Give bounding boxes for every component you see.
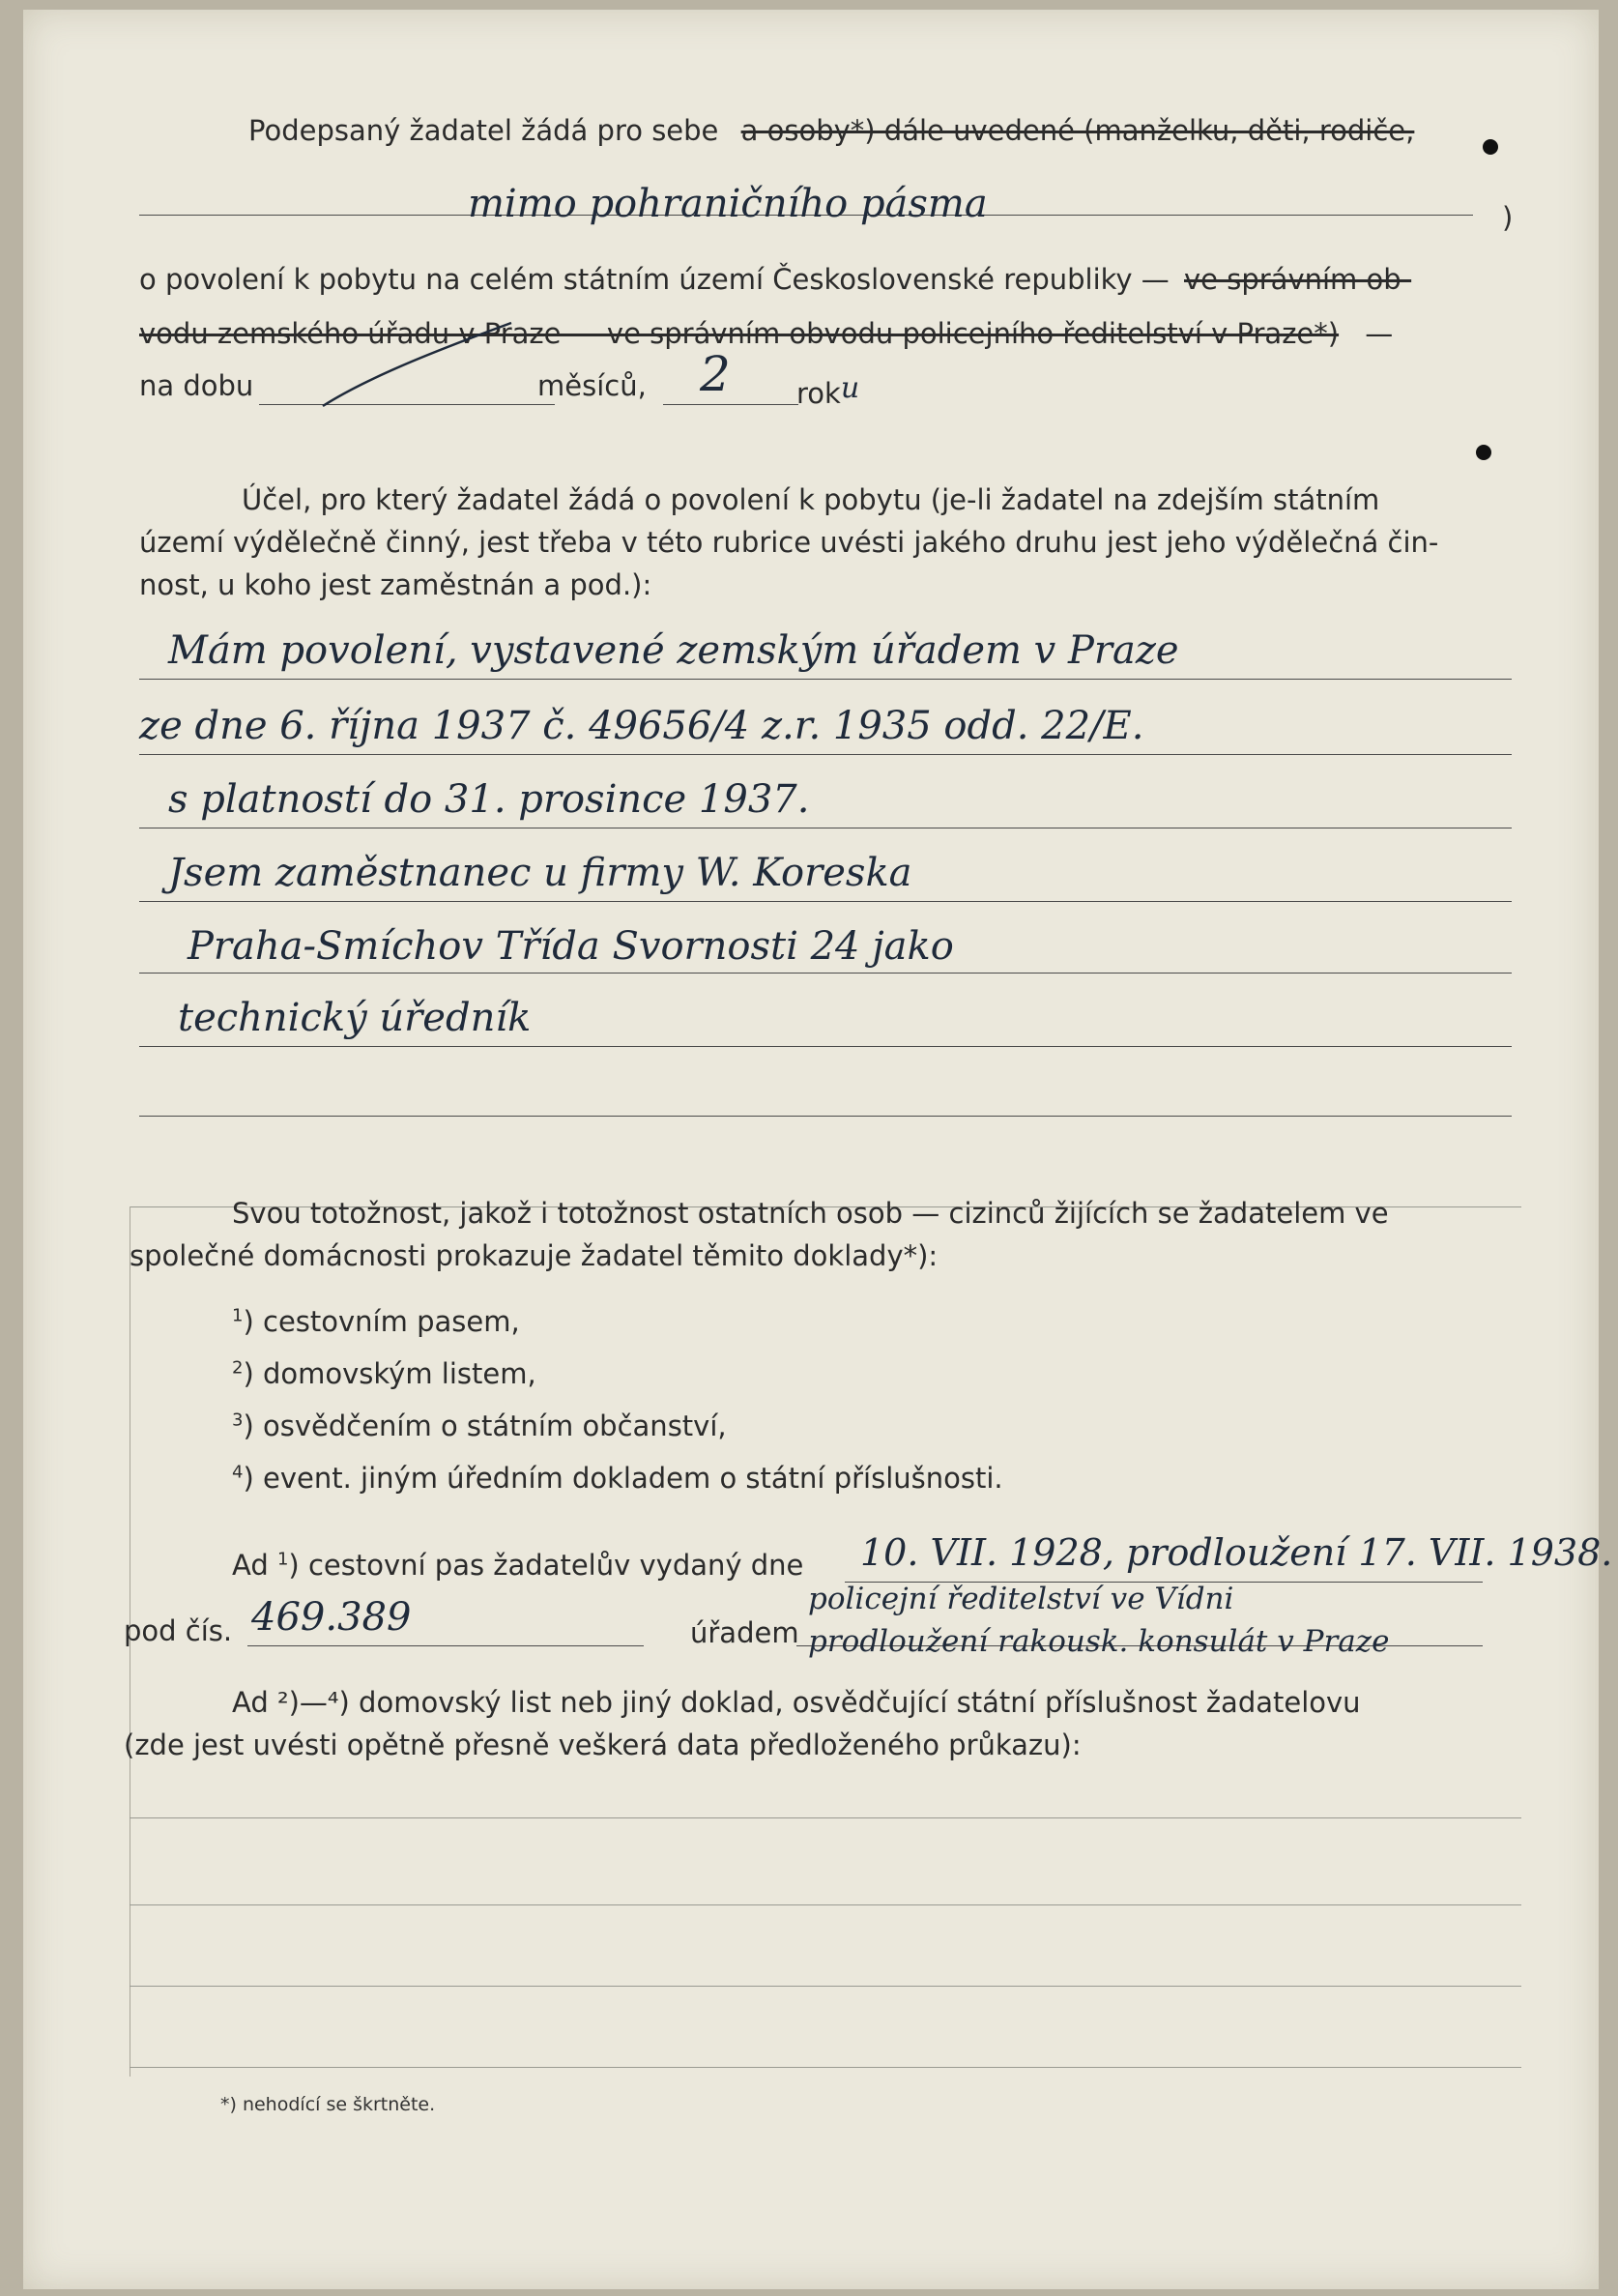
intro-struck-text: a osoby*) dále uvedené (manželku, děti, rodiče, [740,114,1415,147]
blank-rule-1 [130,1817,1521,1818]
handwritten-passport-no: 469.389 [251,1595,412,1640]
handwritten-purpose-4: Jsem zaměstnanec u firmy W. Koreska [168,851,912,895]
doc-text-1: cestovním pasem, [263,1305,520,1338]
ink-dot-2 [1476,445,1491,460]
ad1-text: cestovní pas žadatelův vydaný dne [307,1549,804,1582]
doc-text-3: osvědčením o státním občanství, [263,1410,727,1442]
permit-text: o povolení k pobytu na celém státním území Československé republiky — [139,263,1170,296]
ad24-line-2: (zde jest uvésti opětně přesně veškerá data předloženého průkazu): [124,1729,1082,1761]
ad1-line: Ad $^1$) cestovní pas žadatelův vydaný dne [232,1549,804,1582]
ink-dot [1483,139,1498,155]
purpose-line-3: nost, u koho jest zaměstnán a pod.): [139,568,652,601]
purpose-rule-5 [139,973,1512,974]
doc-item-4: $^4$) event. jiným úředním dokladem o státní příslušnosti. [232,1462,1003,1495]
ad24-line-1: Ad ²)—⁴) domovský list neb jiný doklad, osvědčující státní příslušnost žadatelovu [232,1686,1361,1719]
ad1-prefix: Ad [232,1549,269,1582]
handwritten-purpose-5: Praha-Smíchov Třída Svornosti 24 jako [188,924,954,969]
doc-num-4: 4 [232,1462,244,1483]
handwritten-zone: mimo pohraničního pásma [468,182,988,226]
purpose-line-1: Účel, pro který žadatel žádá o povolení k pobytu (je-li žadatel na zdejším státním [242,483,1380,516]
cancel-stroke [313,317,516,414]
permit-line [139,263,1411,296]
identity-line-2: společné domácnosti prokazuje žadatel těmito doklady*): [130,1239,939,1272]
doc-num-2: 2 [232,1357,244,1379]
passno-rule [247,1645,644,1646]
doc-text-2: domovským listem, [263,1357,536,1390]
purpose-rule-1 [139,679,1512,680]
years-rule [663,404,798,405]
identity-line-1: Svou totožnost, jakož i totožnost ostatních osob — cizinců žijících se žadatelem ve [232,1197,1389,1230]
duration-label: na dobu [139,369,254,402]
application-form-page [23,10,1613,2289]
doc-item-3: $^3$) osvědčením o státním občanství, [232,1410,727,1442]
handwritten-office-1: policejní ředitelství ve Vídni [808,1582,1234,1616]
permit-dash: — [1365,317,1394,350]
office-label: úřadem [690,1616,799,1649]
doc-text-4: event. jiným úředním dokladem o státní příslušnosti. [263,1462,1003,1495]
doc-num-3: 3 [232,1410,244,1431]
handwritten-purpose-6: technický úředník [178,996,532,1040]
purpose-rule-2 [139,754,1512,755]
handwritten-passport-date: 10. VII. 1928, prodloužení 17. VII. 1938. [860,1531,1613,1574]
handwritten-years-suffix: u [840,371,860,405]
handwritten-years: 2 [700,346,731,402]
permit-struck-2: vodu zemského úřadu v Praze — ve správním obvodu policejního ředitelství v Praze*) [139,317,1340,350]
purpose-line-2: území výdělečně činný, jest třeba v této rubrice uvésti jakého druhu jest jeho výdělečná čin- [139,526,1439,559]
handwritten-purpose-2: ze dne 6. října 1937 č. 49656/4 z.r. 1935 odd. 22/E. [139,704,1144,748]
ad1-num: 1 [276,1549,289,1570]
months-label: měsíců, [537,369,647,402]
doc-item-1: $^1$) cestovním pasem, [232,1305,520,1338]
intro-line [248,114,1414,147]
doc-num-1: 1 [232,1305,244,1326]
handwritten-purpose-1: Mám povolení, vystavené zemským úřadem v Praze [168,628,1179,673]
purpose-rule-7 [139,1116,1512,1117]
years-text: rok [796,377,841,410]
passno-label: pod čís. [124,1614,233,1647]
intro-text: Podepsaný žadatel žádá pro sebe [248,114,719,147]
blank-rule-4 [130,2067,1521,2068]
close-paren: ) [1502,201,1514,234]
doc-item-2: $^2$) domovským listem, [232,1357,536,1390]
purpose-rule-4 [139,901,1512,902]
blank-rule-2 [130,1904,1521,1905]
purpose-rule-6 [139,1046,1512,1047]
permit-struck-1: ve správním ob- [1184,263,1412,296]
years-label [796,371,860,411]
handwritten-purpose-3: s platností do 31. prosince 1937. [168,777,810,822]
blank-rule-3 [130,1986,1521,1987]
handwritten-office-2: prodloužení rakousk. konsulát v Praze [808,1624,1390,1659]
footnote: *) nehodící se škrtněte. [220,2094,436,2115]
